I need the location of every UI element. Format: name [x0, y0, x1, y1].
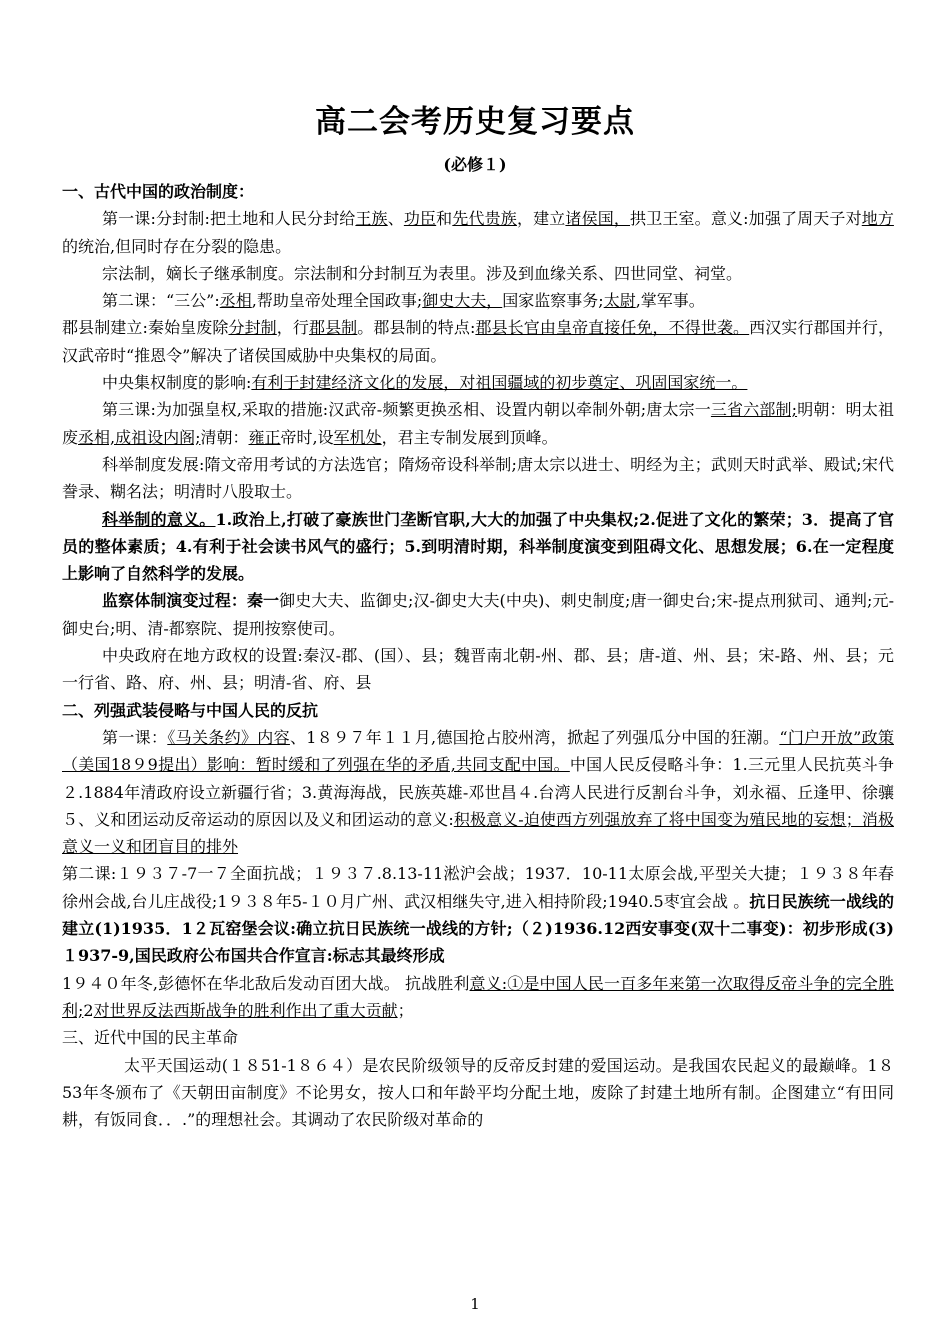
text: 中央集权制度的影响: [102, 373, 252, 393]
paragraph-huangquan [62, 396, 894, 451]
underlined-term: 功臣 [403, 209, 437, 229]
text: ，君主专制发展到顶峰。 [381, 427, 558, 447]
underlined-term: “门户开放”政策（美国18９9提出）影响：暂时缓和了列强在华的矛盾,共同支配中国。 [62, 727, 894, 775]
text: ,掌军事。 [635, 291, 705, 311]
text: 、1８９７年１１月,德国抢占胶州湾，掀起了列强瓜分中国的狂潮。 [289, 727, 780, 747]
underlined-term: 先代贵族 [452, 209, 517, 229]
section-heading-2: 二、列强武装侵略与中国人民的反抗 [62, 700, 319, 720]
paragraph-lesson1 [62, 724, 894, 860]
text: 1９４０年冬,彭德怀在华北敌后发动百团大战。 抗战胜利 [62, 973, 470, 993]
underlined-term: 科举制的意义。 [102, 509, 216, 529]
text: 和 [436, 209, 453, 229]
text: 。郡县制的特点: [357, 318, 476, 338]
text: ，行 [276, 318, 309, 338]
bold-term: 监察体制演变过程：秦一 [102, 591, 280, 611]
text: 的统治,但同时存在分裂的隐患。 [62, 236, 292, 256]
paragraph-difang: 中央政府在地方政权的设置:秦汉-郡、(国）、县；魏晋南北朝-州、郡、县；唐-道、州、县；宋-路、州、县；元一行省、路、府、州、县；明清-省、府、县 [62, 646, 894, 693]
text: 、 [387, 209, 404, 229]
underlined-term: 三省六部制; [710, 400, 798, 420]
underlined-term: 军机处 [333, 427, 382, 447]
text: 国家监察事务; [502, 291, 604, 311]
paragraph-jiancha [62, 587, 894, 642]
text: ,帮助皇帝处理全国政事; [251, 291, 423, 311]
underlined-term: 积极意义-迫使西方列强放弃了将中国变为殖民地的妄想；消极意义一义和团盲目的排外 [62, 809, 894, 857]
text: 中国人民反侵略斗争：1.三元里人民抗英斗争２.1884年清政府设立新疆行省；3.黄海海战，民族英雄-邓世昌４.台湾人民进行反割台斗争，刘永福、丘逢甲、徐骧５、义和团运动反帝运动的原因以及义和团运动的意义: [62, 755, 894, 829]
text: ； [397, 1000, 414, 1020]
underlined-term: 太尉 [603, 291, 636, 311]
paragraph-zongfa: 宗法制，嫡长子继承制度。宗法制和分封制互为表里。涉及到血缘关系、四世同堂、祠堂。 [102, 263, 743, 283]
section-heading-1: 一、古代中国的政治制度： [62, 182, 255, 201]
paragraph-sangong [62, 287, 894, 314]
text: 明朝：明太祖废 [62, 400, 894, 447]
underlined-term: 对世界反法西斯战争的胜利作出了重大贡献 [93, 1000, 398, 1020]
underlined-term: 分封制 [228, 318, 277, 338]
page-number: 1 [470, 1295, 480, 1313]
text: 帝时,设 [280, 427, 334, 447]
paragraph-keju-meaning [62, 506, 894, 588]
underlined-term: 丞相,成祖设内阁; [78, 427, 201, 447]
underlined-term: 王族 [355, 209, 388, 229]
document-subtitle: (必修１) [443, 155, 507, 174]
paragraph-junxian [62, 314, 894, 369]
text: 第二课:１９３７-7一７全面抗战；１９３７.8.13-11淞沪会战；1937．10-11太原会战,平型关大捷；１９３８年春徐州会战,台儿庄战役;1９３８年5-１０月广州、武汉相继失守,进入相持阶段;1940.5枣宜会战 。 [62, 864, 894, 911]
bold-term: 抗日民族统一战线的建立(1)1935．1２瓦窑堡会议:确立抗日民族统一战线的方针;（２)1936.12西安事变(双十二事变)：初步形成(3)１937-9,国民政府公布国共合作宣言:标志其最终形成 [62, 891, 894, 966]
text: 西汉实行郡国并行，汉武帝时“推恩令”解决了诸侯国威胁中央集权的局面。 [62, 318, 894, 365]
text: 拱卫王室。意义:加强了周天子对 [630, 209, 862, 229]
underlined-term: 地方 [861, 209, 894, 229]
underlined-term: 郡县长官由皇帝直接任免，不得世袭。 [475, 318, 750, 338]
text: 第二课：“三公”: [102, 291, 220, 311]
underlined-term: 诸侯国， [565, 209, 631, 229]
paragraph-lesson2 [62, 860, 894, 969]
underlined-term: 御史大夫， [422, 291, 503, 311]
text: 御史大夫、监御史;汉-御史大夫(中央)、刺史制度;唐一御史台;宋-提点刑狱司、通判;元-御史台;明、清-都察院、提刑按察使司。 [62, 591, 894, 638]
text: 清朝： [200, 427, 249, 447]
paragraph-baituan [62, 970, 894, 1025]
text: 第一课： [102, 727, 168, 747]
underlined-term: 意义:①是中国人民一百多年来第一次取得反帝斗争的完全胜利; [62, 973, 894, 1020]
paragraph-jiquan-impact [62, 369, 894, 396]
paragraph-taiping: 太平天国运动(１８51-1８６４）是农民阶级领导的反帝反封建的爱国运动。是我国农民起义的最巅峰。1８53年冬颁布了《天朝田亩制度》不论男女，按人口和年龄平均分配土地，废除了封建土地所有制。企图建立“有田同耕，有饭同食．．.”的理想社会。其调动了农民阶级对革命的 [62, 1055, 894, 1130]
document-title: 高二会考历史复习要点 [315, 104, 635, 140]
underlined-term: 雍正 [248, 427, 281, 447]
text: 1.政治上,打破了豪族世门垄断官职,大大的加强了中央集权;2.促进了文化的繁荣；3．提高了官员的整体素质；4.有利于社会读书风气的盛行；5.到明清时期，科举制度演变到阻碍文化、思想发展；6.在一定程度上影响了自然科学的发展。 [62, 509, 894, 584]
text: ，建立 [516, 209, 566, 229]
text: 第三课:为加强皇权,采取的措施:汉武帝-频繁更换丞相、设置内朝以牵制外朝;唐太宗一 [102, 400, 711, 420]
underlined-term: 丞相 [219, 291, 252, 311]
text: 2 [83, 1000, 94, 1020]
underlined-term: 郡县制 [308, 318, 358, 338]
paragraph-keju-dev: 科举制度发展:隋文帝用考试的方法选官；隋炀帝设科举制;唐太宗以进士、明经为主；武则天时武举、殿试;宋代誊录、糊名法；明清时八股取士。 [62, 454, 894, 502]
section-heading-3: 三、近代中国的民主革命 [62, 1028, 239, 1048]
document-body [62, 178, 894, 1133]
text: 郡县制建立:秦始皇废除 [62, 318, 229, 338]
text: 第一课:分封制:把土地和人民分封给 [102, 209, 356, 229]
underlined-term: 《马关条约》内容 [167, 727, 290, 747]
paragraph-fengjian [62, 205, 894, 260]
underlined-term: 有利于封建经济文化的发展，对祖国疆域的初步奠定、巩固国家统一。 [251, 373, 748, 393]
